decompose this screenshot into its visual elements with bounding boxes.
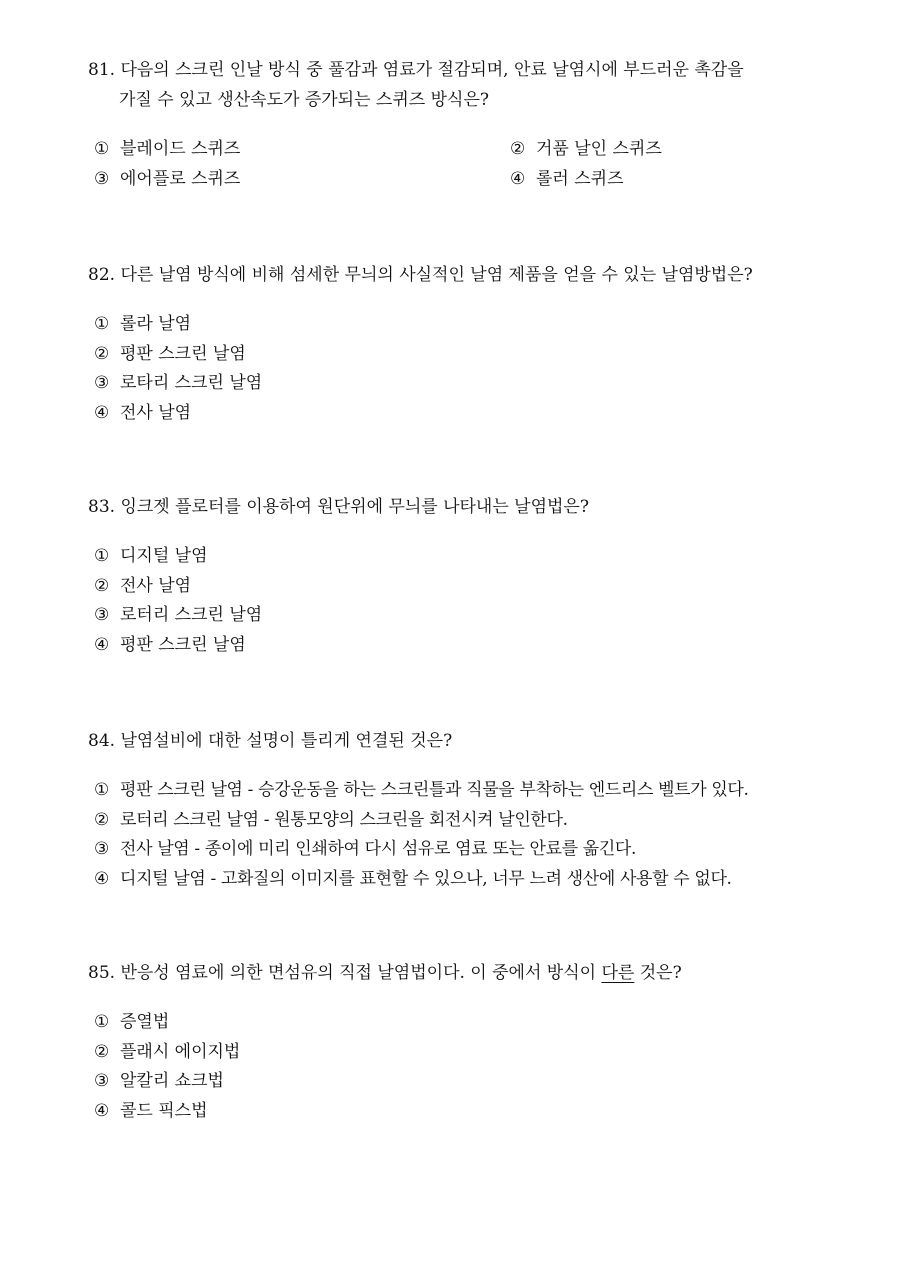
option-3[interactable] [94, 165, 510, 195]
question-number: 85. [88, 963, 116, 983]
options-list [88, 776, 828, 894]
question-text [88, 55, 828, 85]
option-1[interactable] [94, 1008, 828, 1038]
underlined-keyword: 다른 [601, 963, 635, 983]
option-text: 로터리 스크린 날염 [120, 605, 263, 625]
question-number: 82. [88, 265, 116, 285]
question-number: 81. [88, 60, 116, 80]
option-marker: ④ [510, 168, 526, 189]
option-marker: ③ [94, 1071, 110, 1091]
option-4[interactable] [510, 165, 810, 195]
question-stem: 잉크젯 플로터를 이용하여 원단위에 무늬를 나타내는 날염법은? [120, 497, 589, 517]
option-text: 로타리 스크린 날염 [120, 373, 263, 393]
option-marker: ④ [94, 1100, 110, 1121]
option-2[interactable] [94, 572, 828, 602]
options-list [88, 1008, 828, 1126]
option-2[interactable] [94, 806, 828, 836]
question-text [88, 958, 828, 988]
option-text: 디지털 날염 - 고화질의 이미지를 표현할 수 있으나, 너무 느려 생산에 사용할 수 없다. [120, 868, 732, 889]
option-marker: ① [94, 1012, 110, 1032]
option-3[interactable] [94, 1067, 828, 1097]
options-list [88, 542, 828, 660]
option-3[interactable] [94, 601, 828, 631]
option-text: 콜드 픽스법 [120, 1100, 208, 1121]
option-marker: ② [94, 1041, 110, 1062]
question-85 [88, 958, 828, 1126]
question-81 [88, 55, 828, 194]
question-text [88, 492, 828, 522]
option-text: 블레이드 스퀴즈 [120, 139, 241, 159]
option-1[interactable] [94, 776, 828, 806]
option-text: 평판 스크린 날염 - 승강운동을 하는 스크린틀과 직물을 부착하는 엔드리스 벨트가 있다. [120, 780, 749, 800]
option-3[interactable] [94, 835, 828, 865]
option-1[interactable] [94, 135, 510, 165]
option-1[interactable] [94, 310, 828, 340]
option-marker: ③ [94, 605, 110, 625]
options-list [88, 310, 828, 428]
question-stem: 다음의 스크린 인날 방식 중 풀감과 염료가 절감되며, 안료 날염시에 부드러운 촉감을 [120, 60, 744, 80]
option-marker: ① [94, 314, 110, 334]
option-marker: ① [94, 546, 110, 566]
question-stem-continued: 가질 수 있고 생산속도가 증가되는 스퀴즈 방식은? [119, 90, 489, 110]
option-marker: ③ [94, 168, 110, 189]
option-text: 거품 날인 스퀴즈 [536, 139, 662, 159]
question-stem: 날염설비에 대한 설명이 틀리게 연결된 것은? [120, 731, 453, 751]
option-text: 전사 날염 - 종이에 미리 인쇄하여 다시 섬유로 염료 또는 안료를 옮긴다. [120, 839, 637, 859]
option-marker: ③ [94, 839, 109, 859]
option-text: 증열법 [120, 1012, 170, 1032]
question-stem: 반응성 염료에 의한 면섬유의 직접 날염법이다. 이 중에서 방식이 [120, 963, 602, 983]
option-4[interactable] [94, 865, 828, 895]
question-82 [88, 260, 828, 428]
option-4[interactable] [94, 399, 828, 429]
option-1[interactable] [94, 542, 828, 572]
question-text [88, 260, 828, 290]
option-text: 전사 날염 [120, 402, 192, 423]
option-text: 디지털 날염 [120, 546, 208, 566]
option-marker: ② [510, 139, 526, 159]
option-text: 플래시 에이지법 [120, 1041, 241, 1062]
options-list [88, 135, 828, 194]
option-marker: ④ [94, 634, 110, 655]
question-stem-end: 것은? [634, 963, 682, 983]
option-text: 전사 날염 [120, 575, 192, 596]
option-text: 평판 스크린 날염 [120, 634, 246, 655]
option-text: 에어플로 스퀴즈 [120, 168, 241, 189]
option-marker: ② [94, 575, 110, 596]
option-marker: ② [94, 809, 109, 830]
question-84 [88, 726, 828, 894]
question-number: 84. [88, 731, 116, 751]
option-marker: ② [94, 343, 110, 364]
option-text: 알칼리 쇼크법 [120, 1071, 224, 1091]
option-text: 로터리 스크린 날염 - 원통모양의 스크린을 회전시켜 날인한다. [120, 809, 568, 830]
option-marker: ① [94, 139, 110, 159]
question-stem: 다른 날염 방식에 비해 섬세한 무늬의 사실적인 날염 제품을 얻을 수 있는 날염방법은? [120, 265, 753, 285]
option-marker: ④ [94, 868, 109, 889]
option-text: 평판 스크린 날염 [120, 343, 246, 364]
option-text: 롤라 날염 [120, 314, 192, 334]
question-text [88, 726, 828, 756]
option-2[interactable] [510, 135, 810, 165]
option-4[interactable] [94, 1097, 828, 1127]
option-2[interactable] [94, 1038, 828, 1068]
option-3[interactable] [94, 369, 828, 399]
option-text: 롤러 스퀴즈 [536, 168, 624, 189]
option-marker: ① [94, 780, 109, 800]
question-number: 83. [88, 497, 116, 517]
question-83 [88, 492, 828, 660]
option-marker: ④ [94, 402, 110, 423]
option-4[interactable] [94, 631, 828, 661]
option-2[interactable] [94, 340, 828, 370]
option-marker: ③ [94, 373, 110, 393]
